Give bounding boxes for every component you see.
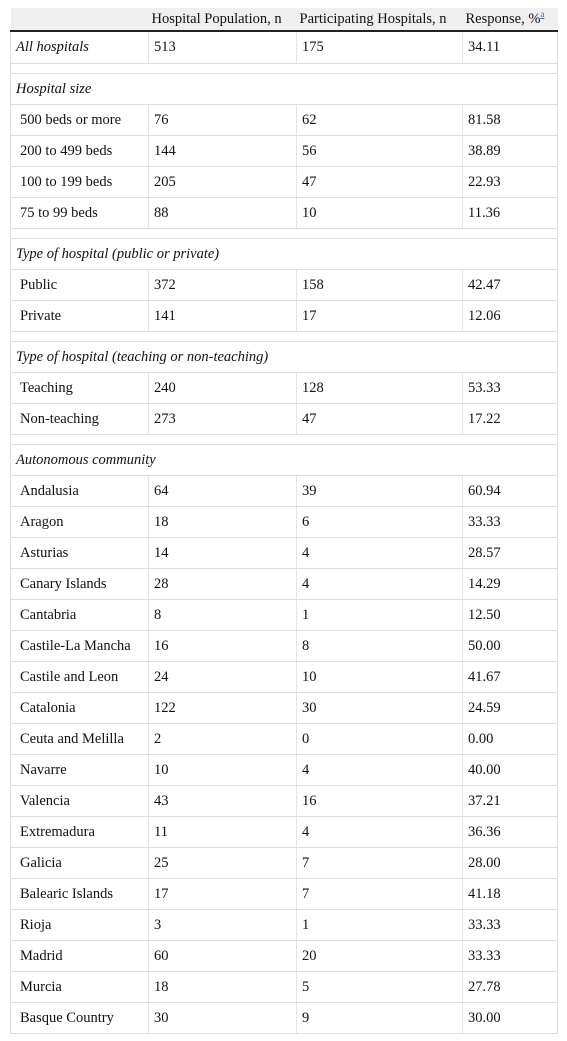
section-title: Hospital size <box>11 74 558 105</box>
cell-participating: 4 <box>297 569 463 600</box>
row-label: Catalonia <box>11 693 149 724</box>
row-label: Basque Country <box>11 1003 149 1034</box>
section-spacer <box>11 229 558 239</box>
cell-participating: 5 <box>297 972 463 1003</box>
row-label: Asturias <box>11 538 149 569</box>
table-row <box>11 270 558 301</box>
row-label: Castile and Leon <box>11 662 149 693</box>
table-row <box>11 538 558 569</box>
header-response <box>463 8 558 31</box>
table-row <box>11 848 558 879</box>
hospital-response-table <box>10 8 558 1034</box>
cell-response: 27.78 <box>463 972 558 1003</box>
spacer-cell <box>11 332 558 342</box>
table-row <box>11 1003 558 1034</box>
cell-participating: 175 <box>297 31 463 64</box>
cell-response: 12.06 <box>463 301 558 332</box>
row-label: Canary Islands <box>11 569 149 600</box>
row-label: Andalusia <box>11 476 149 507</box>
cell-response: 40.00 <box>463 755 558 786</box>
total-row <box>11 31 558 64</box>
row-label: 500 beds or more <box>11 105 149 136</box>
cell-population: 144 <box>149 136 297 167</box>
table-row <box>11 693 558 724</box>
cell-population: 122 <box>149 693 297 724</box>
section-spacer <box>11 64 558 74</box>
table-row <box>11 910 558 941</box>
cell-response: 14.29 <box>463 569 558 600</box>
cell-population: 513 <box>149 31 297 64</box>
row-label: Extremadura <box>11 817 149 848</box>
cell-participating: 128 <box>297 373 463 404</box>
header-label-column <box>11 8 149 31</box>
cell-response: 28.00 <box>463 848 558 879</box>
cell-participating: 10 <box>297 662 463 693</box>
cell-response: 28.57 <box>463 538 558 569</box>
cell-population: 2 <box>149 724 297 755</box>
header-hospital-population: Hospital Population, n <box>149 8 297 31</box>
cell-participating: 4 <box>297 817 463 848</box>
cell-response: 37.21 <box>463 786 558 817</box>
cell-population: 3 <box>149 910 297 941</box>
cell-participating: 158 <box>297 270 463 301</box>
cell-population: 30 <box>149 1003 297 1034</box>
cell-participating: 4 <box>297 755 463 786</box>
cell-population: 11 <box>149 817 297 848</box>
table-row <box>11 941 558 972</box>
cell-response: 33.33 <box>463 507 558 538</box>
cell-participating: 10 <box>297 198 463 229</box>
cell-response: 30.00 <box>463 1003 558 1034</box>
cell-participating: 6 <box>297 507 463 538</box>
table-row <box>11 817 558 848</box>
cell-population: 88 <box>149 198 297 229</box>
cell-population: 273 <box>149 404 297 435</box>
row-label: Teaching <box>11 373 149 404</box>
cell-response: 24.59 <box>463 693 558 724</box>
row-label: Castile-La Mancha <box>11 631 149 662</box>
cell-response: 33.33 <box>463 910 558 941</box>
cell-response: 0.00 <box>463 724 558 755</box>
table-container <box>10 8 557 1034</box>
section-header-row <box>11 342 558 373</box>
cell-participating: 47 <box>297 167 463 198</box>
cell-participating: 7 <box>297 879 463 910</box>
table-row <box>11 167 558 198</box>
row-label: Public <box>11 270 149 301</box>
cell-participating: 17 <box>297 301 463 332</box>
cell-population: 60 <box>149 941 297 972</box>
row-label: 75 to 99 beds <box>11 198 149 229</box>
table-row <box>11 662 558 693</box>
table-row <box>11 786 558 817</box>
cell-population: 16 <box>149 631 297 662</box>
row-label: Navarre <box>11 755 149 786</box>
row-label: Madrid <box>11 941 149 972</box>
cell-response: 38.89 <box>463 136 558 167</box>
cell-participating: 20 <box>297 941 463 972</box>
table-row <box>11 301 558 332</box>
cell-participating: 1 <box>297 600 463 631</box>
cell-population: 14 <box>149 538 297 569</box>
header-row <box>11 8 558 31</box>
section-title: Autonomous community <box>11 445 558 476</box>
cell-participating: 62 <box>297 105 463 136</box>
cell-response: 33.33 <box>463 941 558 972</box>
cell-participating: 56 <box>297 136 463 167</box>
table-header <box>11 8 558 31</box>
cell-population: 240 <box>149 373 297 404</box>
row-label: Cantabria <box>11 600 149 631</box>
cell-participating: 47 <box>297 404 463 435</box>
header-participating-hospitals: Participating Hospitals, n <box>297 8 463 31</box>
cell-response: 12.50 <box>463 600 558 631</box>
table-row <box>11 476 558 507</box>
cell-population: 372 <box>149 270 297 301</box>
cell-participating: 4 <box>297 538 463 569</box>
row-label: All hospitals <box>11 31 149 64</box>
section-header-row <box>11 445 558 476</box>
footnote-link[interactable]: a <box>540 8 545 19</box>
cell-response: 36.36 <box>463 817 558 848</box>
cell-participating: 39 <box>297 476 463 507</box>
cell-population: 25 <box>149 848 297 879</box>
row-label: Valencia <box>11 786 149 817</box>
row-label: Private <box>11 301 149 332</box>
cell-population: 76 <box>149 105 297 136</box>
section-header-row <box>11 239 558 270</box>
row-label: Non-teaching <box>11 404 149 435</box>
cell-participating: 16 <box>297 786 463 817</box>
cell-population: 24 <box>149 662 297 693</box>
section-title: Type of hospital (public or private) <box>11 239 558 270</box>
cell-population: 8 <box>149 600 297 631</box>
table-row <box>11 198 558 229</box>
cell-participating: 0 <box>297 724 463 755</box>
table-row <box>11 105 558 136</box>
row-label: Galicia <box>11 848 149 879</box>
table-row <box>11 136 558 167</box>
table-row <box>11 879 558 910</box>
cell-population: 64 <box>149 476 297 507</box>
spacer-cell <box>11 229 558 239</box>
cell-population: 18 <box>149 972 297 1003</box>
table-row <box>11 569 558 600</box>
row-label: Balearic Islands <box>11 879 149 910</box>
table-row <box>11 404 558 435</box>
section-spacer <box>11 332 558 342</box>
cell-participating: 8 <box>297 631 463 662</box>
table-row <box>11 972 558 1003</box>
cell-participating: 30 <box>297 693 463 724</box>
cell-population: 141 <box>149 301 297 332</box>
cell-population: 17 <box>149 879 297 910</box>
table-row <box>11 755 558 786</box>
table-row <box>11 373 558 404</box>
section-spacer <box>11 435 558 445</box>
cell-participating: 1 <box>297 910 463 941</box>
cell-response: 41.67 <box>463 662 558 693</box>
header-response-label: Response, % <box>465 10 541 27</box>
table-body <box>11 31 558 1034</box>
row-label: Rioja <box>11 910 149 941</box>
cell-population: 10 <box>149 755 297 786</box>
spacer-cell <box>11 64 558 74</box>
cell-response: 11.36 <box>463 198 558 229</box>
cell-population: 205 <box>149 167 297 198</box>
table-row <box>11 724 558 755</box>
section-header-row <box>11 74 558 105</box>
section-title: Type of hospital (teaching or non-teaching) <box>11 342 558 373</box>
table-row <box>11 507 558 538</box>
table-row <box>11 600 558 631</box>
cell-response: 34.11 <box>463 31 558 64</box>
row-label: 200 to 499 beds <box>11 136 149 167</box>
row-label: Aragon <box>11 507 149 538</box>
cell-response: 22.93 <box>463 167 558 198</box>
cell-response: 60.94 <box>463 476 558 507</box>
cell-response: 42.47 <box>463 270 558 301</box>
cell-participating: 7 <box>297 848 463 879</box>
cell-population: 28 <box>149 569 297 600</box>
spacer-cell <box>11 435 558 445</box>
table-row <box>11 631 558 662</box>
row-label: 100 to 199 beds <box>11 167 149 198</box>
cell-response: 41.18 <box>463 879 558 910</box>
row-label: Murcia <box>11 972 149 1003</box>
cell-population: 18 <box>149 507 297 538</box>
cell-population: 43 <box>149 786 297 817</box>
cell-response: 81.58 <box>463 105 558 136</box>
cell-participating: 9 <box>297 1003 463 1034</box>
cell-response: 17.22 <box>463 404 558 435</box>
cell-response: 50.00 <box>463 631 558 662</box>
row-label: Ceuta and Melilla <box>11 724 149 755</box>
cell-response: 53.33 <box>463 373 558 404</box>
